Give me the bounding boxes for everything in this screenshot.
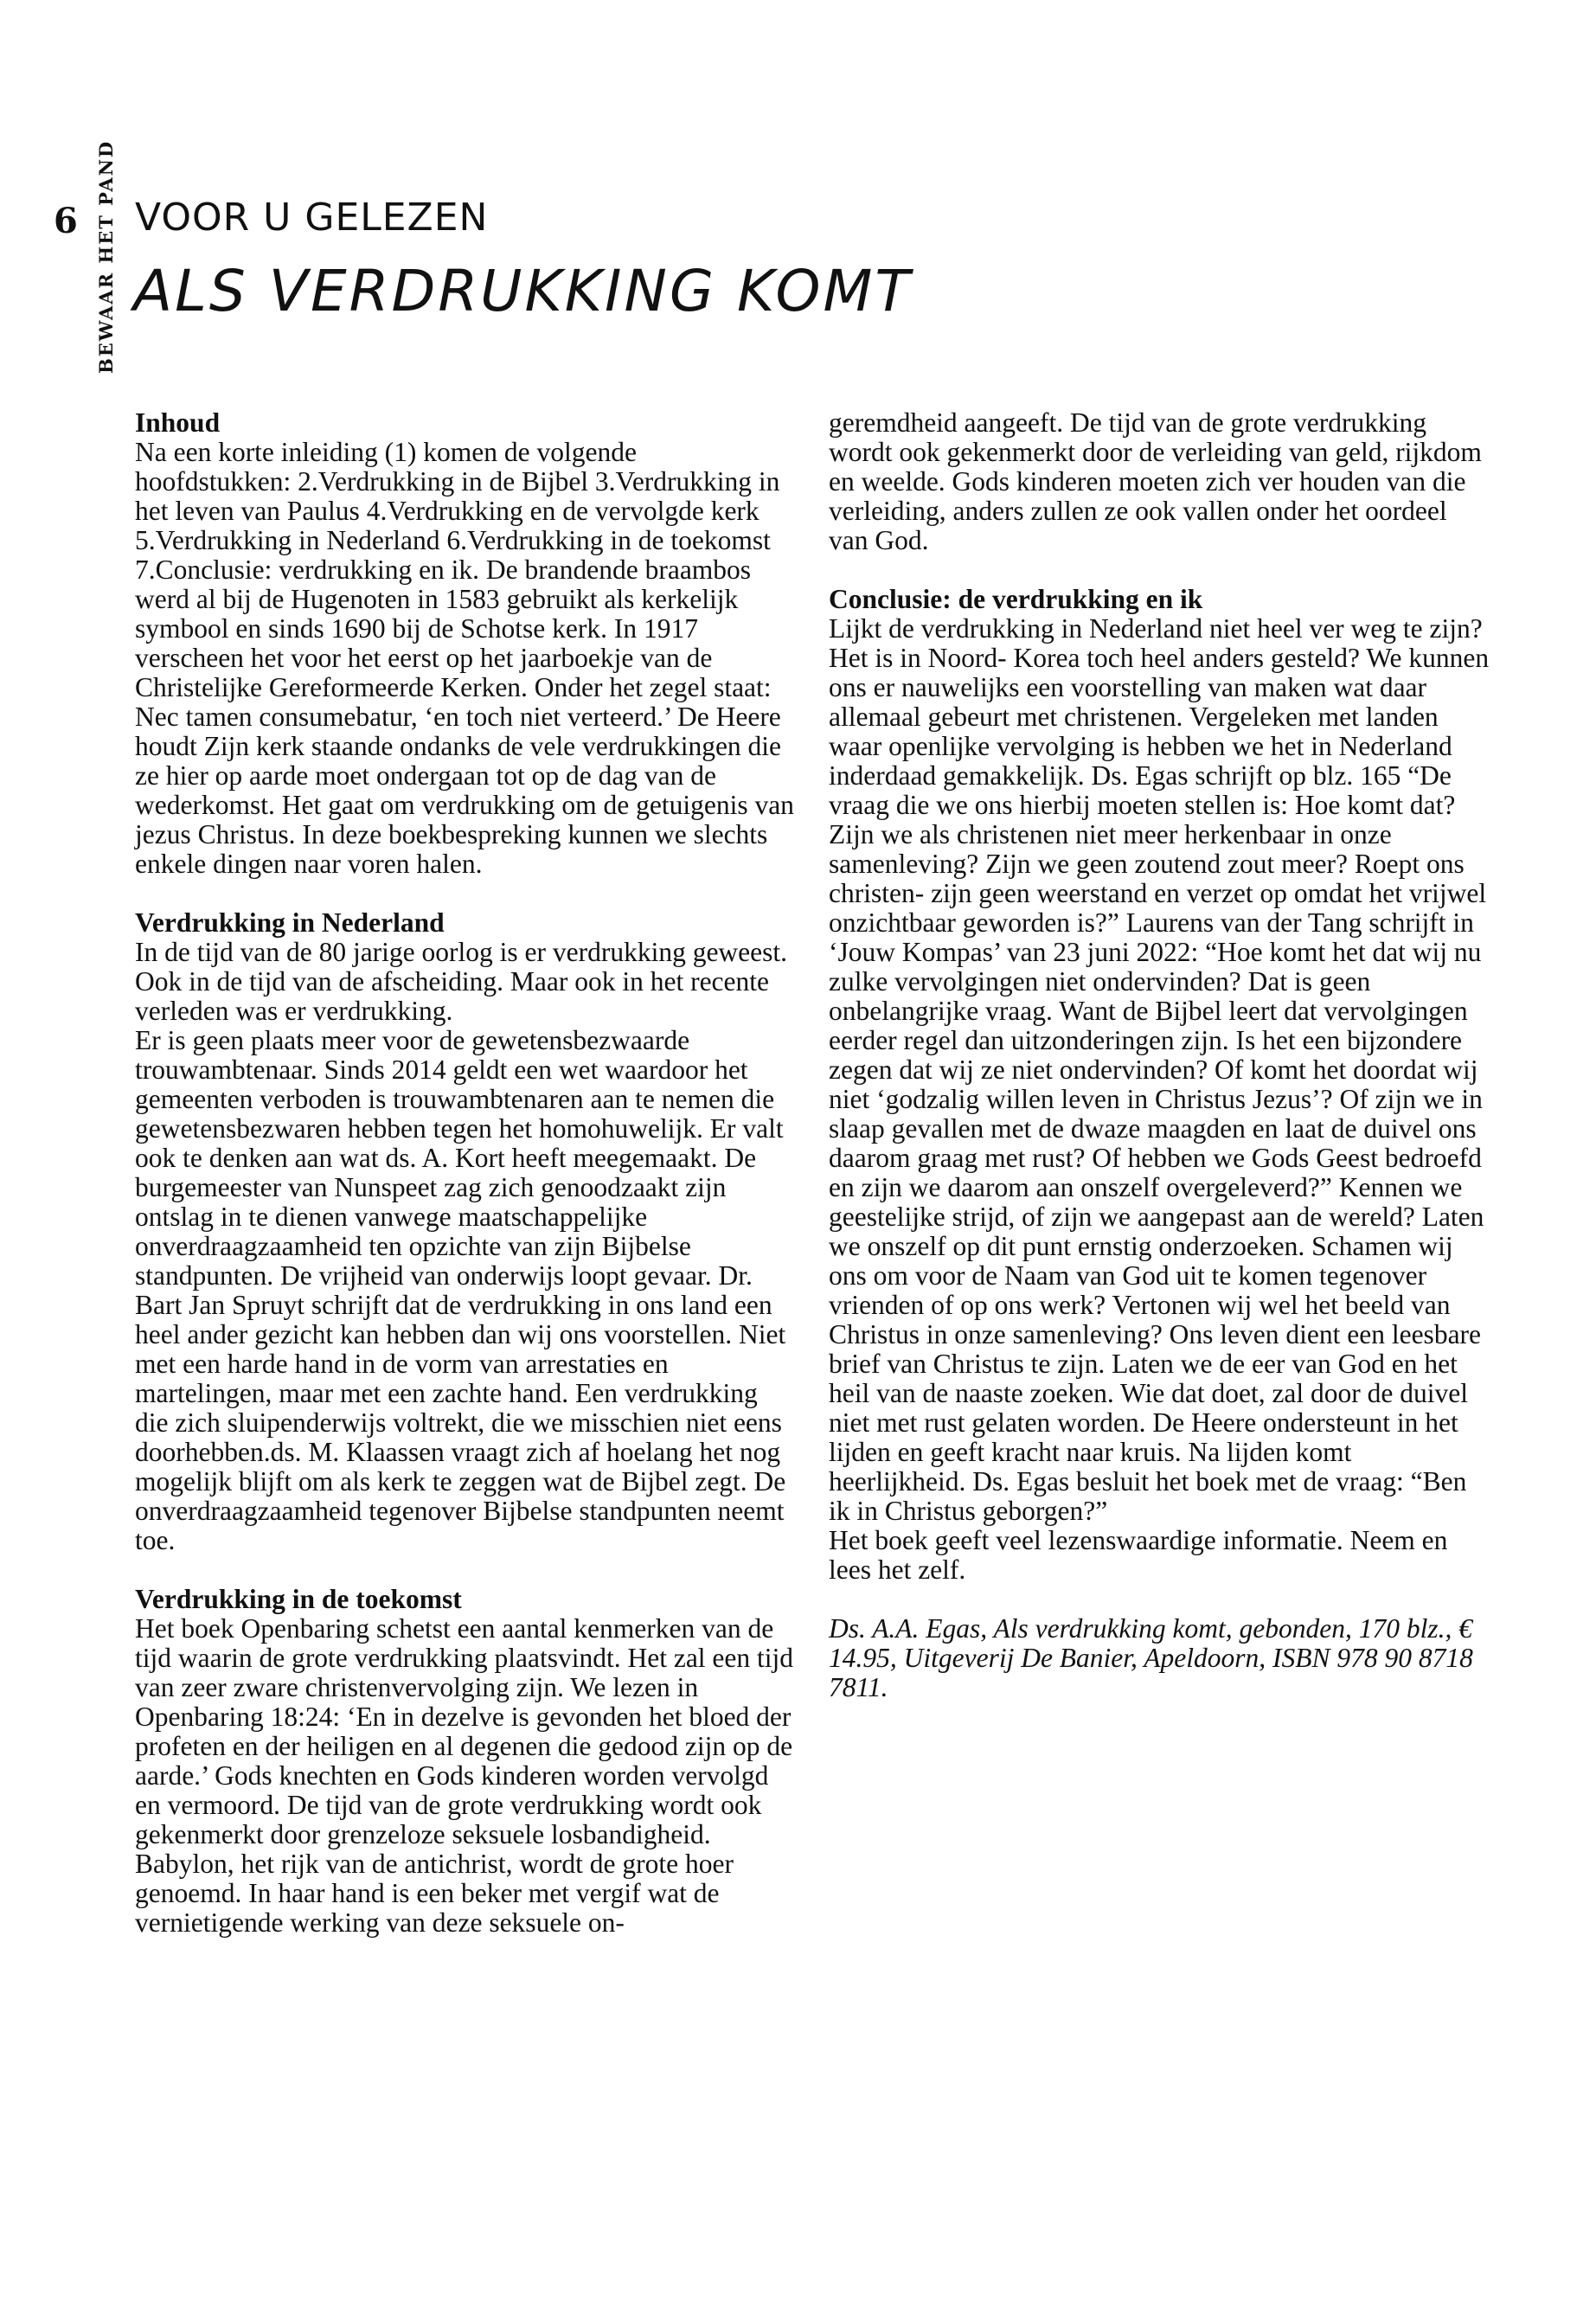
left-column: [135, 408, 798, 1967]
section-nederland: [135, 908, 798, 1555]
paragraph: geremdheid aangeeft. De tijd van de grote verdrukking wordt ook gekenmerkt door de verleiding van geld, rijkdom en weelde. Gods kinderen moeten zich ver houden van die verleiding, anders zullen ze ook vallen onder het oordeel van God.: [829, 407, 1482, 555]
article-title: ALS VERDRUKKING KOMT: [133, 258, 913, 324]
paragraph: Er is geen plaats meer voor de gewetensbezwaarde trouwambtenaar. Sinds 2014 geldt een wet waardoor het gemeenten verboden is trouwambtenaren aan te nemen die gewetensbezwaren hebben tegen het homohuwelijk. Er valt ook te denken aan wat ds. A. Kort heeft meegemaakt. De burgemeester van Nunspeet zag zich genoodzaakt zijn ontslag in te dienen vanwege maatschappelijke onverdraagzaamheid ten opzichte van zijn Bijbelse standpunten. De vrijheid van onderwijs loopt gevaar. Dr. Bart Jan Spruyt schrijft dat de verdrukking in ons land een heel ander gezicht kan hebben dan wij ons voorstellen. Niet met een harde hand in de vorm van arrestaties en martelingen, maar met een zachte hand. Een verdrukking die zich sluipenderwijs voltrekt, die we misschien niet eens doorhebben.ds. M. Klaassen vraagt zich af hoelang het nog mogelijk blijft om als kerk te zeggen wat de Bijbel zegt. De onverdraagzaamheid tegenover Bijbelse standpunten neemt toe.: [135, 1025, 786, 1555]
paragraph: Na een korte inleiding (1) komen de volgende hoofdstukken: 2.Verdrukking in de Bijbel 3.Verdrukking in het leven van Paulus 4.Verdrukking en de vervolgde kerk 5.Verdrukking in Nederland 6.Verdrukking in de toekomst 7.Conclusie: verdrukking en ik. De brandende braambos werd al bij de Hugenoten in 1583 gebruikt als kerkelijk symbool en sinds 1690 bij de Schotse kerk. In 1917 verscheen het voor het eerst op het jaarboekje van de Christelijke Gereformeerde Kerken. Onder het zegel staat: Nec tamen consumebatur, ‘en toch niet verteerd.’ De Heere houdt Zijn kerk staande ondanks de vele verdrukkingen die ze hier op aarde moet ondergaan tot op de dag van de wederkomst. Het gaat om verdrukking om de getuigenis van jezus Christus. In deze boekbespreking kunnen we slechts enkele dingen naar voren halen.: [135, 437, 794, 879]
right-column: [829, 408, 1491, 1732]
paragraph: Het boek geeft veel lezenswaardige informatie. Neem en lees het zelf.: [829, 1525, 1448, 1585]
section-heading: Conclusie: de verdrukking en ik: [829, 584, 1203, 614]
side-label: BEWAAR HET PAND: [95, 139, 117, 374]
section-toekomst: [135, 1585, 798, 1938]
page-number: 6: [54, 201, 78, 241]
section-inhoud: [135, 408, 798, 879]
section-colophon: [829, 1614, 1491, 1702]
section-heading: Verdrukking in de toekomst: [135, 1584, 462, 1614]
section-heading: Verdrukking in Nederland: [135, 907, 445, 938]
paragraph: In de tijd van de 80 jarige oorlog is er verdrukking geweest. Ook in de tijd van de afscheiding. Maar ook in het recente verleden was er verdrukking.: [135, 937, 788, 1026]
section-heading: Inhoud: [135, 407, 221, 438]
section-kicker: VOOR U GELEZEN: [135, 195, 489, 240]
section-continuation: [829, 408, 1491, 555]
section-conclusie: [829, 585, 1491, 1585]
paragraph: Lijkt de verdrukking in Nederland niet heel ver weg te zijn? Het is in Noord- Korea toch heel anders gesteld? We kunnen ons er nauwelijks een voorstelling van maken wat daar allemaal gebeurt met christenen. Vergeleken met landen waar openlijke vervolging is hebben we het in Nederland inderdaad gemakkelijk. Ds. Egas schrijft op blz. 165 “De vraag die we ons hierbij moeten stellen is: Hoe komt dat? Zijn we als christenen niet meer herkenbaar in onze samenleving? Zijn we geen zoutend zout meer? Roept ons christen- zijn geen weerstand en verzet op omdat het vrijwel onzichtbaar geworden is?” Laurens van der Tang schrijft in ‘Jouw Kompas’ van 23 juni 2022: “Hoe komt het dat wij nu zulke vervolgingen niet ondervinden? Dat is geen onbelangrijke vraag. Want de Bijbel leert dat vervolgingen eerder regel dan uitzonderingen zijn. Is het een bijzondere zegen dat wij ze niet ondervinden? Of komt het doordat wij niet ‘godzalig willen leven in Christus Jezus’? Of zijn we in slaap gevallen met de dwaze maagden en laat de duivel ons daarom graag met rust? Of hebben we Gods Geest bedroefd en zijn we daarom aan onszelf overgeleverd?” Kennen we geestelijke strijd, of zijn we aangepast aan de wereld? Laten we onszelf op dit punt ernstig onderzoeken. Schamen wij ons om voor de Naam van God uit te komen tegenover vrienden of op ons werk? Vertonen wij wel het beeld van Christus in onze samenleving? Ons leven dient een leesbare brief van Christus te zijn. Laten we de eer van God en het heil van de naaste zoeken. Wie dat doet, zal door de duivel niet met rust gelaten worden. De Heere ondersteunt in het lijden en geeft kracht naar kruis. Na lijden komt heerlijkheid. Ds. Egas besluit het boek met de vraag: “Ben ik in Christus geborgen?”: [829, 613, 1490, 1526]
paragraph: Het boek Openbaring schetst een aantal kenmerken van de tijd waarin de grote verdrukking plaatsvindt. Het zal een tijd van zeer zware christenvervolging zijn. We lezen in Openbaring 18:24: ‘En in dezelve is gevonden het bloed der profeten en der heiligen en al degenen die gedood zijn op de aarde.’ Gods knechten en Gods kinderen worden vervolgd en vermoord. De tijd van de grote verdrukking wordt ook gekenmerkt door grenzeloze seksuele losbandigheid. Babylon, het rijk van de antichrist, wordt de grote hoer genoemd. In haar hand is een beker met vergif wat de vernietigende werking van deze seksuele on-: [135, 1613, 794, 1938]
book-colophon: Ds. A.A. Egas, Als verdrukking komt, gebonden, 170 blz., € 14.95, Uitgeverij De Banier, Apeldoorn, ISBN 978 90 8718 7811.: [829, 1613, 1473, 1702]
